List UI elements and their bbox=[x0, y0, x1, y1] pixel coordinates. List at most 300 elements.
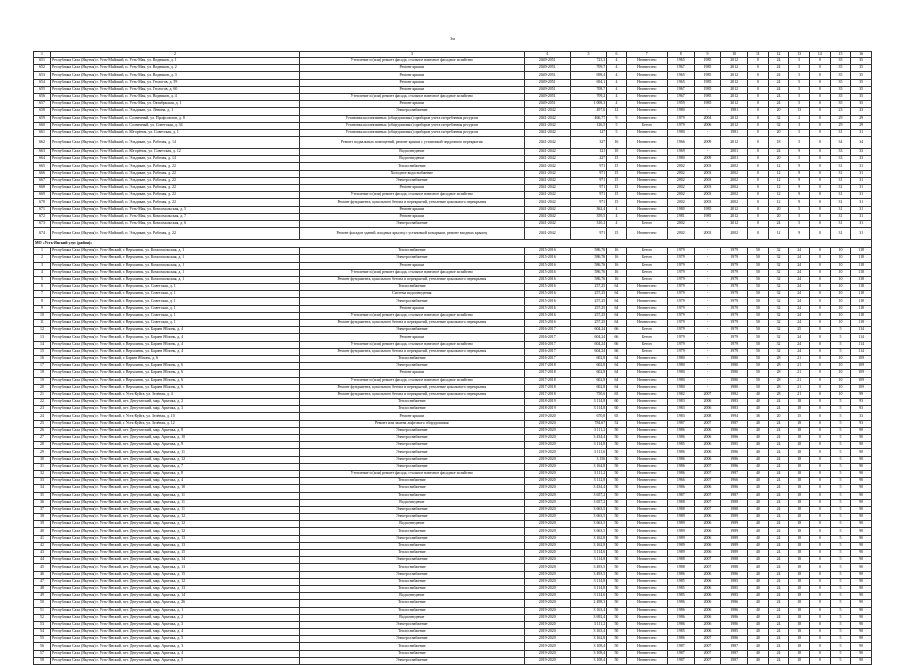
table-cell: 50 bbox=[607, 506, 626, 513]
table-cell: 0 bbox=[809, 370, 830, 377]
table-cell: 586,76 bbox=[570, 255, 606, 262]
table-cell: 50 bbox=[607, 514, 626, 521]
table-cell: Республика Саха (Якутия) г. Усть-Майский, п. Эльдикан, ул. Рабочая, д. 22 bbox=[51, 192, 300, 199]
table-cell: 90 bbox=[851, 643, 872, 650]
table-cell: 2019-2020 bbox=[524, 629, 570, 636]
table-cell: Республика Саха (Якутия) г. Усть-Майский, п. Югорёнок, ул. Советская, д. 1 bbox=[51, 129, 300, 136]
table-cell: Неизвестно bbox=[626, 585, 667, 592]
table-cell: 2006 bbox=[694, 600, 721, 607]
table-cell: 24 bbox=[789, 284, 810, 291]
table-cell: 32 bbox=[768, 341, 789, 348]
table-cell: 310,2 bbox=[570, 220, 606, 227]
header-cell: 8 bbox=[667, 52, 694, 58]
table-cell: 0 bbox=[809, 478, 830, 485]
table-cell: Теплоснабжение bbox=[299, 564, 524, 571]
table-cell: 18 bbox=[789, 456, 810, 463]
table-cell: 1987 bbox=[721, 470, 748, 477]
table-cell: 2012 bbox=[721, 79, 748, 86]
table-cell: 0 bbox=[809, 542, 830, 549]
table-cell: Неизвестно bbox=[626, 470, 667, 477]
table-cell: 3 108,4 bbox=[570, 657, 606, 664]
table-cell: 24 bbox=[768, 514, 789, 521]
table-cell: 1979 bbox=[667, 327, 694, 334]
table-cell: 12 bbox=[768, 199, 789, 206]
table-cell: 2019-2020 bbox=[524, 564, 570, 571]
table-cell: 118 bbox=[851, 255, 872, 262]
table-cell: 40 bbox=[748, 564, 769, 571]
table-row bbox=[34, 248, 872, 255]
table-cell: 31 bbox=[851, 192, 872, 199]
table-cell: 90 bbox=[851, 435, 872, 442]
table-cell: Республика Саха (Якутия) г. Усть-Янский, г. Верхоянск, ул. Бараев Яблонь, д. 6 bbox=[51, 384, 300, 391]
table-cell: - bbox=[694, 320, 721, 327]
table-cell: 2003 bbox=[694, 192, 721, 199]
table-cell: Неизвестно bbox=[626, 284, 667, 291]
table-cell: 118 bbox=[851, 291, 872, 298]
table-cell: 1959 bbox=[667, 101, 694, 108]
table-cell: 34 bbox=[830, 137, 851, 149]
table-cell: - bbox=[694, 255, 721, 262]
table-cell: Неизвестно bbox=[626, 621, 667, 628]
table-cell: 109 bbox=[851, 384, 872, 391]
table-cell: 2006 bbox=[694, 542, 721, 549]
table-cell: 50 bbox=[748, 298, 769, 305]
table-cell: Электроснабжение bbox=[299, 363, 524, 370]
table-cell: 20 bbox=[768, 413, 789, 420]
table-cell: 5 bbox=[830, 593, 851, 600]
table-cell: 2006 bbox=[694, 427, 721, 434]
table-cell: 40 bbox=[748, 427, 769, 434]
table-cell: 18 bbox=[789, 463, 810, 470]
table-cell: 0 bbox=[809, 291, 830, 298]
table-cell: 18 bbox=[789, 442, 810, 449]
table-cell: 0 bbox=[809, 192, 830, 199]
table-cell: 40 bbox=[748, 406, 769, 413]
table-cell: 1989 bbox=[721, 521, 748, 528]
table-cell: 0 bbox=[809, 228, 830, 240]
table-cell: 3 108,4 bbox=[570, 643, 606, 650]
table-cell: 15 bbox=[607, 199, 626, 206]
table-cell: 16 bbox=[607, 269, 626, 276]
table-cell: Ремонт фундамента, цокольного бетона и перекрытий, утепление цокольного перекрытия bbox=[299, 320, 524, 327]
table-row bbox=[34, 199, 872, 206]
table-cell: 3 493,5 bbox=[570, 571, 606, 578]
table-cell: Республика Саха (Якутия) г. Усть-Янский, г. Верхоянск, ул. Комсомольская, д. 1 bbox=[51, 248, 300, 255]
table-cell: 50 bbox=[34, 600, 51, 607]
table-cell: 24 bbox=[768, 86, 789, 93]
table-cell: - bbox=[694, 129, 721, 136]
table-cell: 2002 bbox=[721, 177, 748, 184]
table-cell: 1979 bbox=[721, 262, 748, 269]
table-cell: 10 bbox=[607, 149, 626, 156]
table-cell: 0 bbox=[748, 58, 769, 65]
table-cell: 1966 bbox=[667, 137, 694, 149]
table-cell: 257,25 bbox=[570, 305, 606, 312]
table-cell: 0 bbox=[748, 108, 769, 115]
table-cell: Установка коллективных (общедомовых) приборов учета потребления ресурсов bbox=[299, 115, 524, 122]
table-row bbox=[34, 177, 872, 184]
table-cell: 665 bbox=[34, 163, 51, 170]
table-cell: 3 663,5 bbox=[570, 521, 606, 528]
table-cell: Республика Саха (Якутия) г. Усть-Янский, г. Верхоянск, ул. Комсомольская, д. 1 bbox=[51, 255, 300, 262]
table-row bbox=[34, 614, 872, 621]
table-cell: 24 bbox=[768, 528, 789, 535]
table-cell: 2006 bbox=[694, 629, 721, 636]
table-cell: 5 bbox=[830, 334, 851, 341]
table-cell: 5 bbox=[789, 58, 810, 65]
table-cell: 24 bbox=[789, 291, 810, 298]
table-cell: 1981 bbox=[721, 108, 748, 115]
table-cell: - bbox=[694, 269, 721, 276]
table-cell: 10 bbox=[830, 269, 851, 276]
table-cell: 5 bbox=[830, 636, 851, 643]
table-cell: - bbox=[694, 370, 721, 377]
table-cell: 40 bbox=[748, 607, 769, 614]
table-cell: 24 bbox=[768, 220, 789, 227]
table-cell: 1988 bbox=[667, 506, 694, 513]
table-cell: Неизвестно bbox=[626, 542, 667, 549]
table-cell: 29 bbox=[830, 122, 851, 129]
table-cell: 3 434,4 bbox=[570, 485, 606, 492]
table-cell: 29 bbox=[851, 115, 872, 122]
table-cell: 10 bbox=[830, 312, 851, 319]
table-cell: Республика Саха (Якутия) г. Усть-Майский, п. Усть-Мая, ул. Водников, д. 3 bbox=[51, 72, 300, 79]
table-cell: 24 bbox=[768, 149, 789, 156]
table-cell: 1965 bbox=[667, 58, 694, 65]
table-cell: 18 bbox=[789, 600, 810, 607]
table-cell: 50 bbox=[748, 291, 769, 298]
table-row bbox=[34, 657, 872, 664]
table-cell: 3 114,8 bbox=[570, 442, 606, 449]
table-cell: 35 bbox=[851, 58, 872, 65]
table-cell: Ремонт крыши bbox=[299, 79, 524, 86]
table-cell: 22 bbox=[34, 399, 51, 406]
table-cell: 10 bbox=[830, 305, 851, 312]
table-cell: 64 bbox=[607, 320, 626, 327]
table-cell: Неизвестно bbox=[626, 363, 667, 370]
table-cell: 0 bbox=[809, 384, 830, 391]
table-cell: 327 bbox=[570, 137, 606, 149]
table-cell: Республика Саха (Якутия) г. Усть-Янский, пгт. Депутатский, мкр. Арктика, д. 12 bbox=[51, 514, 300, 521]
table-cell: 93 bbox=[851, 406, 872, 413]
table-cell: 5 bbox=[830, 478, 851, 485]
table-cell: 18 bbox=[789, 420, 810, 427]
table-cell: Электроснабжение bbox=[299, 557, 524, 564]
table-cell: 1979 bbox=[721, 255, 748, 262]
table-cell: 1989 bbox=[667, 528, 694, 535]
table-cell: 3 bbox=[34, 262, 51, 269]
table-cell: 50 bbox=[748, 262, 769, 269]
table-row bbox=[34, 298, 872, 305]
table-cell: 662 bbox=[34, 137, 51, 149]
table-cell: 0 bbox=[809, 449, 830, 456]
table-cell: Республика Саха (Якутия) г. Усть-Янский, пгт. Депутатский, мкр. Арктика, д. 3 bbox=[51, 621, 300, 628]
table-cell: 602,8 bbox=[570, 370, 606, 377]
table-cell: 2019-2020 bbox=[524, 528, 570, 535]
table-cell: 50 bbox=[607, 636, 626, 643]
table-cell: 1987 bbox=[667, 657, 694, 664]
table-cell: 2006 bbox=[694, 585, 721, 592]
table-cell: 3 111,6 bbox=[570, 449, 606, 456]
table-cell: Электроснабжение bbox=[299, 657, 524, 664]
table-cell: Республика Саха (Якутия) г. Усть-Янский, пгт. Депутатский, мкр. Арктика, д. 10 bbox=[51, 485, 300, 492]
table-cell: 362,4 bbox=[570, 206, 606, 213]
table-cell: 0 bbox=[809, 327, 830, 334]
table-cell: 2001 bbox=[721, 149, 748, 156]
table-cell: 24 bbox=[789, 276, 810, 283]
table-cell: 3 108,4 bbox=[570, 650, 606, 657]
table-row bbox=[34, 65, 872, 72]
table-cell: 0 bbox=[809, 442, 830, 449]
table-cell: 35 bbox=[851, 65, 872, 72]
table-cell: 2019-2020 bbox=[524, 593, 570, 600]
table-cell: 40 bbox=[748, 528, 769, 535]
table-cell: Неизвестно bbox=[626, 185, 667, 192]
table-cell: 21 bbox=[789, 377, 810, 384]
table-cell: Неизвестно bbox=[626, 199, 667, 206]
table-cell: 2019-2020 bbox=[524, 600, 570, 607]
table-cell: 0 bbox=[809, 363, 830, 370]
table-cell: 10 bbox=[830, 291, 851, 298]
table-cell: Неизвестно bbox=[626, 399, 667, 406]
table-cell: 3 663,5 bbox=[570, 506, 606, 513]
table-cell: 17 bbox=[34, 363, 51, 370]
table-cell: 90 bbox=[851, 535, 872, 542]
table-cell: Неизвестно bbox=[626, 93, 667, 100]
table-cell: 2019-2020 bbox=[524, 413, 570, 420]
table-cell: Утепление и (или) ремонт фасада, стальное навесное фасадное хозяйство bbox=[299, 192, 524, 199]
table-cell: 1987 bbox=[721, 492, 748, 499]
table-cell: 1989 bbox=[667, 535, 694, 542]
table-cell: 2019-2020 bbox=[524, 542, 570, 549]
table-cell: 0 bbox=[809, 255, 830, 262]
table-cell: 99 bbox=[851, 391, 872, 398]
table-cell: 3 114,6 bbox=[570, 550, 606, 557]
table-cell: 2019-2020 bbox=[524, 614, 570, 621]
table-cell: 32 bbox=[768, 305, 789, 312]
table-row bbox=[34, 93, 872, 100]
table-cell: 26 bbox=[34, 427, 51, 434]
table-cell: 90 bbox=[851, 427, 872, 434]
table-cell: Республика Саха (Якутия) г. Усть-Янский, г. Верхоянск, ул. Бараев Яблонь, д. 4 bbox=[51, 341, 300, 348]
table-row bbox=[34, 427, 872, 434]
table-cell: - bbox=[694, 305, 721, 312]
table-cell: Ремонт подвальных помещений, ремонт крыши с установкой чердачного перекрытия bbox=[299, 137, 524, 149]
table-cell: 1979 bbox=[721, 320, 748, 327]
table-cell: 1979 bbox=[721, 334, 748, 341]
table-cell: 52 bbox=[607, 420, 626, 427]
table-row bbox=[34, 72, 872, 79]
table-cell: Республика Саха (Якутия) г. Усть-Янский, пгт. Депутатский, мкр. Арктика, д. 8 bbox=[51, 427, 300, 434]
table-cell: 24 bbox=[768, 399, 789, 406]
page-number: 3м bbox=[450, 36, 455, 41]
table-cell: 90 bbox=[851, 614, 872, 621]
table-cell: 118 bbox=[851, 298, 872, 305]
table-cell: Республика Саха (Якутия) г. Усть-Янский, пгт. Депутатский, мкр. Арктика, д. 11 bbox=[51, 449, 300, 456]
table-cell: Теплоснабжение bbox=[299, 629, 524, 636]
table-cell: 50 bbox=[607, 470, 626, 477]
table-cell: Электроснабжение bbox=[299, 435, 524, 442]
table-cell: 24 bbox=[768, 621, 789, 628]
table-cell: 66 bbox=[607, 348, 626, 355]
table-cell: 5 bbox=[789, 206, 810, 213]
table-cell: 602,8 bbox=[570, 384, 606, 391]
table-cell: Республика Саха (Якутия) г. Усть-Янский, г. Усть-Куйга, ул. Зелёная, д. 4 bbox=[51, 391, 300, 398]
table-cell: 3 114,8 bbox=[570, 557, 606, 564]
table-cell: 0 bbox=[809, 248, 830, 255]
table-cell: 93 bbox=[851, 399, 872, 406]
table-cell: 10 bbox=[830, 384, 851, 391]
table-cell: 0 bbox=[809, 199, 830, 206]
table-cell: 50 bbox=[748, 248, 769, 255]
table-cell: 1985 bbox=[694, 72, 721, 79]
table-row bbox=[34, 284, 872, 291]
table-cell: 0 bbox=[748, 220, 769, 227]
table-cell: 30 bbox=[34, 456, 51, 463]
table-cell: 118 bbox=[851, 320, 872, 327]
table-cell: 36 bbox=[34, 499, 51, 506]
table-cell: 0 bbox=[809, 607, 830, 614]
table-cell: 2019-2020 bbox=[524, 657, 570, 664]
table-cell: 2041-2042 bbox=[524, 170, 570, 177]
table-cell: 31 bbox=[851, 220, 872, 227]
table-cell: 0 bbox=[809, 334, 830, 341]
table-cell: 1980 bbox=[721, 377, 748, 384]
table-cell: 50 bbox=[607, 463, 626, 470]
table-cell: 694,1 bbox=[570, 79, 606, 86]
table-cell: 2006 bbox=[694, 435, 721, 442]
table-cell: 31 bbox=[851, 170, 872, 177]
table-cell: Установка коллективных (общедомовых) приборов учета потребления ресурсов bbox=[299, 129, 524, 136]
table-cell: 50 bbox=[607, 657, 626, 664]
table-cell: 118 bbox=[851, 262, 872, 269]
table-cell: 16 bbox=[607, 276, 626, 283]
table-row bbox=[34, 185, 872, 192]
table-cell: Неизвестно bbox=[626, 456, 667, 463]
table-cell: 2006 bbox=[694, 456, 721, 463]
table-cell: 2012 bbox=[721, 65, 748, 72]
table-cell: 32 bbox=[768, 269, 789, 276]
table-cell: 1979 bbox=[667, 341, 694, 348]
table-cell: 50 bbox=[607, 629, 626, 636]
table-cell: 20 bbox=[34, 384, 51, 391]
table-cell: 40 bbox=[748, 550, 769, 557]
table-cell: 2015-2016 bbox=[524, 248, 570, 255]
table-cell: 114 bbox=[851, 341, 872, 348]
table-cell: 2019-2020 bbox=[524, 435, 570, 442]
table-cell: 0 bbox=[748, 228, 769, 240]
table-cell: 10 bbox=[830, 377, 851, 384]
table-cell: 0 bbox=[748, 129, 769, 136]
table-cell: 1988 bbox=[667, 564, 694, 571]
table-cell: Электроснабжение bbox=[299, 427, 524, 434]
table-cell: 40 bbox=[748, 485, 769, 492]
table-cell: 35 bbox=[830, 93, 851, 100]
table-cell: 4 bbox=[607, 206, 626, 213]
table-cell: Неизвестно bbox=[626, 492, 667, 499]
table-cell: 24 bbox=[768, 485, 789, 492]
table-cell: Неизвестно bbox=[626, 406, 667, 413]
table-cell: Неизвестно bbox=[626, 514, 667, 521]
table-cell: Республика Саха (Якутия) г. Усть-Янский, г. Верхоянск, ул. Комсомольская, д. 1 bbox=[51, 269, 300, 276]
table-cell: 24 bbox=[768, 406, 789, 413]
table-cell: 32 bbox=[768, 122, 789, 129]
table-cell: 18 bbox=[789, 514, 810, 521]
table-cell: 90 bbox=[851, 621, 872, 628]
table-cell: 16 bbox=[607, 262, 626, 269]
table-cell: 673 bbox=[34, 220, 51, 227]
table-cell: 18 bbox=[789, 550, 810, 557]
table-cell: 24 bbox=[768, 65, 789, 72]
table-cell: 1979 bbox=[667, 284, 694, 291]
table-cell: 3 162,8 bbox=[570, 535, 606, 542]
table-cell: 31 bbox=[830, 177, 851, 184]
table-cell: 55 bbox=[34, 636, 51, 643]
table-cell: 674 bbox=[34, 228, 51, 240]
table-row bbox=[34, 506, 872, 513]
header-cell: 5 bbox=[570, 52, 606, 58]
table-cell: 2002 bbox=[667, 170, 694, 177]
table-cell: 971 bbox=[570, 192, 606, 199]
table-cell: 2015-2016 bbox=[524, 284, 570, 291]
table-cell: Республика Саха (Якутия) г. Усть-Янский, пгт. Депутатский, мкр. Арктика, д. 3 bbox=[51, 643, 300, 650]
table-cell: 20 bbox=[768, 156, 789, 163]
table-cell: Неизвестно bbox=[626, 535, 667, 542]
table-cell: 2019-2020 bbox=[524, 578, 570, 585]
table-cell: 4 bbox=[607, 93, 626, 100]
table-cell: 20 bbox=[768, 108, 789, 115]
table-cell: 1985 bbox=[694, 213, 721, 220]
table-row bbox=[34, 320, 872, 327]
table-cell: 1986 bbox=[721, 427, 748, 434]
table-cell: 666 bbox=[34, 170, 51, 177]
table-cell: 1988 bbox=[721, 564, 748, 571]
table-cell: Республика Саха (Якутия) г. Усть-Янский, пгт. Депутатский, мкр. Арктика, д. 4 bbox=[51, 650, 300, 657]
table-cell: 16 bbox=[607, 248, 626, 255]
table-cell: 50 bbox=[607, 607, 626, 614]
table-cell: Ремонт крыши bbox=[299, 305, 524, 312]
table-cell: 0 bbox=[809, 535, 830, 542]
table-cell: 50 bbox=[748, 341, 769, 348]
table-cell: 24 bbox=[768, 506, 789, 513]
table-cell: 2041-2042 bbox=[524, 220, 570, 227]
table-cell: 54 bbox=[34, 629, 51, 636]
table-cell: 18 bbox=[789, 521, 810, 528]
table-cell: 32 bbox=[768, 348, 789, 355]
table-cell: 1986 bbox=[667, 456, 694, 463]
table-cell: 1985 bbox=[667, 578, 694, 585]
table-cell: 2041-2042 bbox=[524, 108, 570, 115]
table-cell: 12 bbox=[34, 327, 51, 334]
capital-repair-program-table bbox=[33, 51, 872, 665]
table-cell: 1987 bbox=[721, 650, 748, 657]
table-cell: 25 bbox=[789, 327, 810, 334]
table-cell: Электроснабжение bbox=[299, 298, 524, 305]
table-cell: 670 bbox=[34, 199, 51, 206]
table-cell: 10 bbox=[830, 391, 851, 398]
table-cell: 1969 bbox=[667, 149, 694, 156]
table-cell: 5 bbox=[830, 535, 851, 542]
table-cell: 2017-2018 bbox=[524, 377, 570, 384]
table-cell: 709,7 bbox=[570, 65, 606, 72]
table-cell: 50 bbox=[607, 485, 626, 492]
table-cell: 21 bbox=[789, 363, 810, 370]
table-cell: 2006 bbox=[694, 593, 721, 600]
table-cell: 1989 bbox=[721, 528, 748, 535]
table-cell: 2012 bbox=[721, 86, 748, 93]
table-cell: 19 bbox=[34, 377, 51, 384]
table-cell: 604,24 bbox=[570, 348, 606, 355]
